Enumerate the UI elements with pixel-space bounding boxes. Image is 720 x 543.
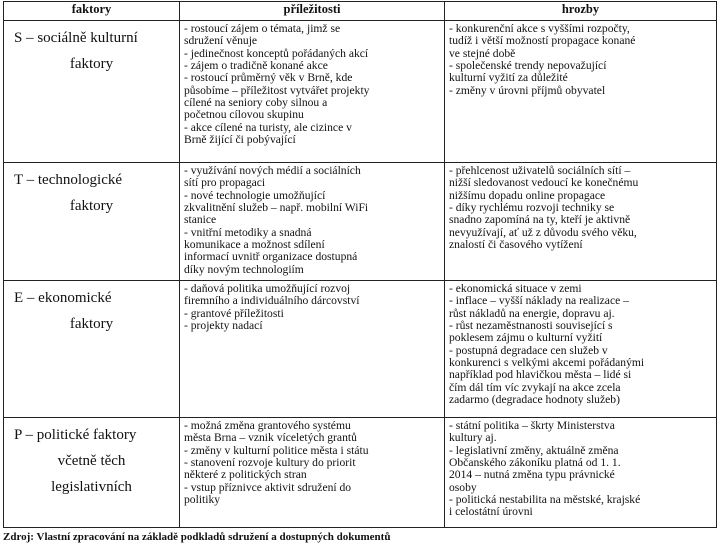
cell-line: cílené na seniory coby silnou a xyxy=(184,96,328,110)
cell-line: nižší sledovanost vedoucí ke konečnému xyxy=(449,176,639,190)
cell-line: sdružení věnuje xyxy=(184,34,258,48)
cell-line: - využívání nových médií a sociálních xyxy=(184,164,361,177)
factor-line: faktory xyxy=(69,316,114,332)
cell-line: politiky xyxy=(184,493,221,507)
cell-line: - růst nezaměstnanosti související s xyxy=(449,319,613,333)
factor-line: P – politické faktory xyxy=(14,427,137,443)
cell-line: růst nákladů na energie, dopravu aj. xyxy=(449,306,615,320)
factor-cell xyxy=(4,418,180,528)
cell-line: - státní politika – škrty Ministerstva xyxy=(449,419,615,432)
factor-cell xyxy=(4,21,180,163)
cell-line: - nové technologie umožňující xyxy=(184,188,326,202)
opportunities-cell xyxy=(180,281,445,418)
cell-line: čím dál tím víc zvykají na akce zcela xyxy=(449,380,621,394)
cell-line: - akce cílené na turisty, ale cizince v xyxy=(184,120,352,134)
cell-line: - inflace – vyšší náklady na realizace – xyxy=(449,294,629,308)
cell-line: některé z politických stran xyxy=(184,468,307,482)
cell-line: Občanského zákoníku platná od 1. 1. xyxy=(449,456,621,470)
cell-line: - zájem o tradičně konané akce xyxy=(184,59,328,73)
cell-line: například pod hlavičkou města – lidé si xyxy=(449,368,632,382)
cell-line: znalostí či časového vytížení xyxy=(449,238,583,252)
cell-line: - ekonomická situace v zemi xyxy=(449,282,582,295)
opportunities-cell xyxy=(180,21,445,163)
factor-line: včetně těch xyxy=(57,453,126,469)
header-threats: hrozby xyxy=(445,2,717,21)
factor-cell xyxy=(4,163,180,281)
factor-line: E – ekonomické xyxy=(14,290,112,306)
cell-line: města Brna – vznik víceletých grantů xyxy=(184,431,357,445)
cell-line: díky novým technologiím xyxy=(184,262,304,276)
cell-line: početnou cílovou skupinu xyxy=(184,108,304,122)
cell-line: ve stejné době xyxy=(449,46,516,60)
cell-line: nižšímu dopadu online propagace xyxy=(449,188,606,202)
threats-cell xyxy=(445,281,717,418)
threats-cell xyxy=(445,163,717,281)
factor-cell xyxy=(4,281,180,418)
table-row-technological xyxy=(4,163,717,281)
cell-line: - politická nestabilita na městské, krajské xyxy=(449,493,641,507)
cell-line: - stanovení rozvoje kultury do priorit xyxy=(184,456,356,470)
cell-line: zkvalitnění služeb – např. mobilní WiFi xyxy=(184,201,369,215)
cell-line: snadno zapomíná na ty, kteří je aktivně xyxy=(449,213,631,227)
cell-line: - legislativní změny, aktuálně změna xyxy=(449,443,619,457)
cell-line: - daňová politika umožňující rozvoj xyxy=(184,282,351,295)
table-row-economic xyxy=(4,281,717,418)
cell-line: i celostátní úrovni xyxy=(449,505,533,519)
cell-line: - jedinečnost konceptů pořádaných akcí xyxy=(184,46,369,60)
cell-line: Brně žijící či pobývající xyxy=(184,133,296,147)
cell-line: - rostoucí průměrný věk v Brně, kde xyxy=(184,71,353,85)
cell-line: informací uvnitř organizace dostupná xyxy=(184,250,358,264)
cell-line: 2014 – nutná změna typu právnické xyxy=(449,468,615,482)
cell-line: tudíž i větší možností propagace konané xyxy=(449,34,636,48)
opportunities-cell xyxy=(180,418,445,528)
cell-line: - projekty nadací xyxy=(184,319,263,333)
source-caption: Zdroj: Vlastní zpracování na základě podkladů sdružení a dostupných dokumentů xyxy=(3,531,391,543)
cell-line: - rostoucí zájem o témata, jimž se xyxy=(184,22,341,35)
cell-line: - možná změna grantového systému xyxy=(184,419,351,432)
table-row-social xyxy=(4,21,717,163)
cell-line: působíme – příležitost vytvářet projekty xyxy=(184,83,370,97)
cell-line: - vnitřní metodiky a snadná xyxy=(184,225,312,239)
cell-line: nevyužívají, ať už z důvodu svého věku, xyxy=(449,225,637,239)
cell-line: stanice xyxy=(184,213,217,227)
cell-line: - vstup příznivce aktivit sdružení do xyxy=(184,480,352,494)
threats-cell xyxy=(445,418,717,528)
cell-line: - společenské trendy nepovažující xyxy=(449,59,607,73)
factor-line: S – sociálně kulturní xyxy=(14,30,138,46)
threats-cell xyxy=(445,21,717,163)
cell-line: osoby xyxy=(449,480,477,494)
swot-factors-table xyxy=(3,1,717,528)
cell-line: zadarmo (degradace hodnoty služeb) xyxy=(449,393,620,407)
cell-line: konkurenci s velkými akcemi pořádanými xyxy=(449,356,645,370)
cell-line: sítí pro propagaci xyxy=(184,176,266,190)
cell-line: - konkurenční akce s vyššími rozpočty, xyxy=(449,22,630,35)
factor-line: T – technologické xyxy=(14,172,123,188)
cell-line: komunikace a možnost sdílení xyxy=(184,238,325,252)
cell-line: poklesem zájmu o kulturní vyžití xyxy=(449,331,603,345)
factor-line: legislativních xyxy=(51,479,132,495)
cell-line: kultury aj. xyxy=(449,431,497,445)
cell-line: - grantové příležitosti xyxy=(184,306,284,320)
cell-line: - změny v úrovni příjmů obyvatel xyxy=(449,83,606,97)
factor-line: faktory xyxy=(69,198,114,214)
opportunities-cell xyxy=(180,163,445,281)
cell-line: kulturní vyžití za důležité xyxy=(449,71,568,85)
cell-line: - díky rychlému rozvoji techniky se xyxy=(449,201,615,215)
header-factors: faktory xyxy=(4,2,180,21)
cell-line: - přehlcenost uživatelů sociálních sítí – xyxy=(449,164,631,177)
table-row-political xyxy=(4,418,717,528)
table-header-row xyxy=(4,2,717,21)
cell-line: - postupná degradace cen služeb v xyxy=(449,343,608,357)
header-opportunities: příležitosti xyxy=(180,2,445,21)
factor-line: faktory xyxy=(69,56,114,72)
cell-line: - změny v kulturní politice města i státu xyxy=(184,443,369,457)
cell-line: firemního a individuálního dárcovství xyxy=(184,294,360,308)
